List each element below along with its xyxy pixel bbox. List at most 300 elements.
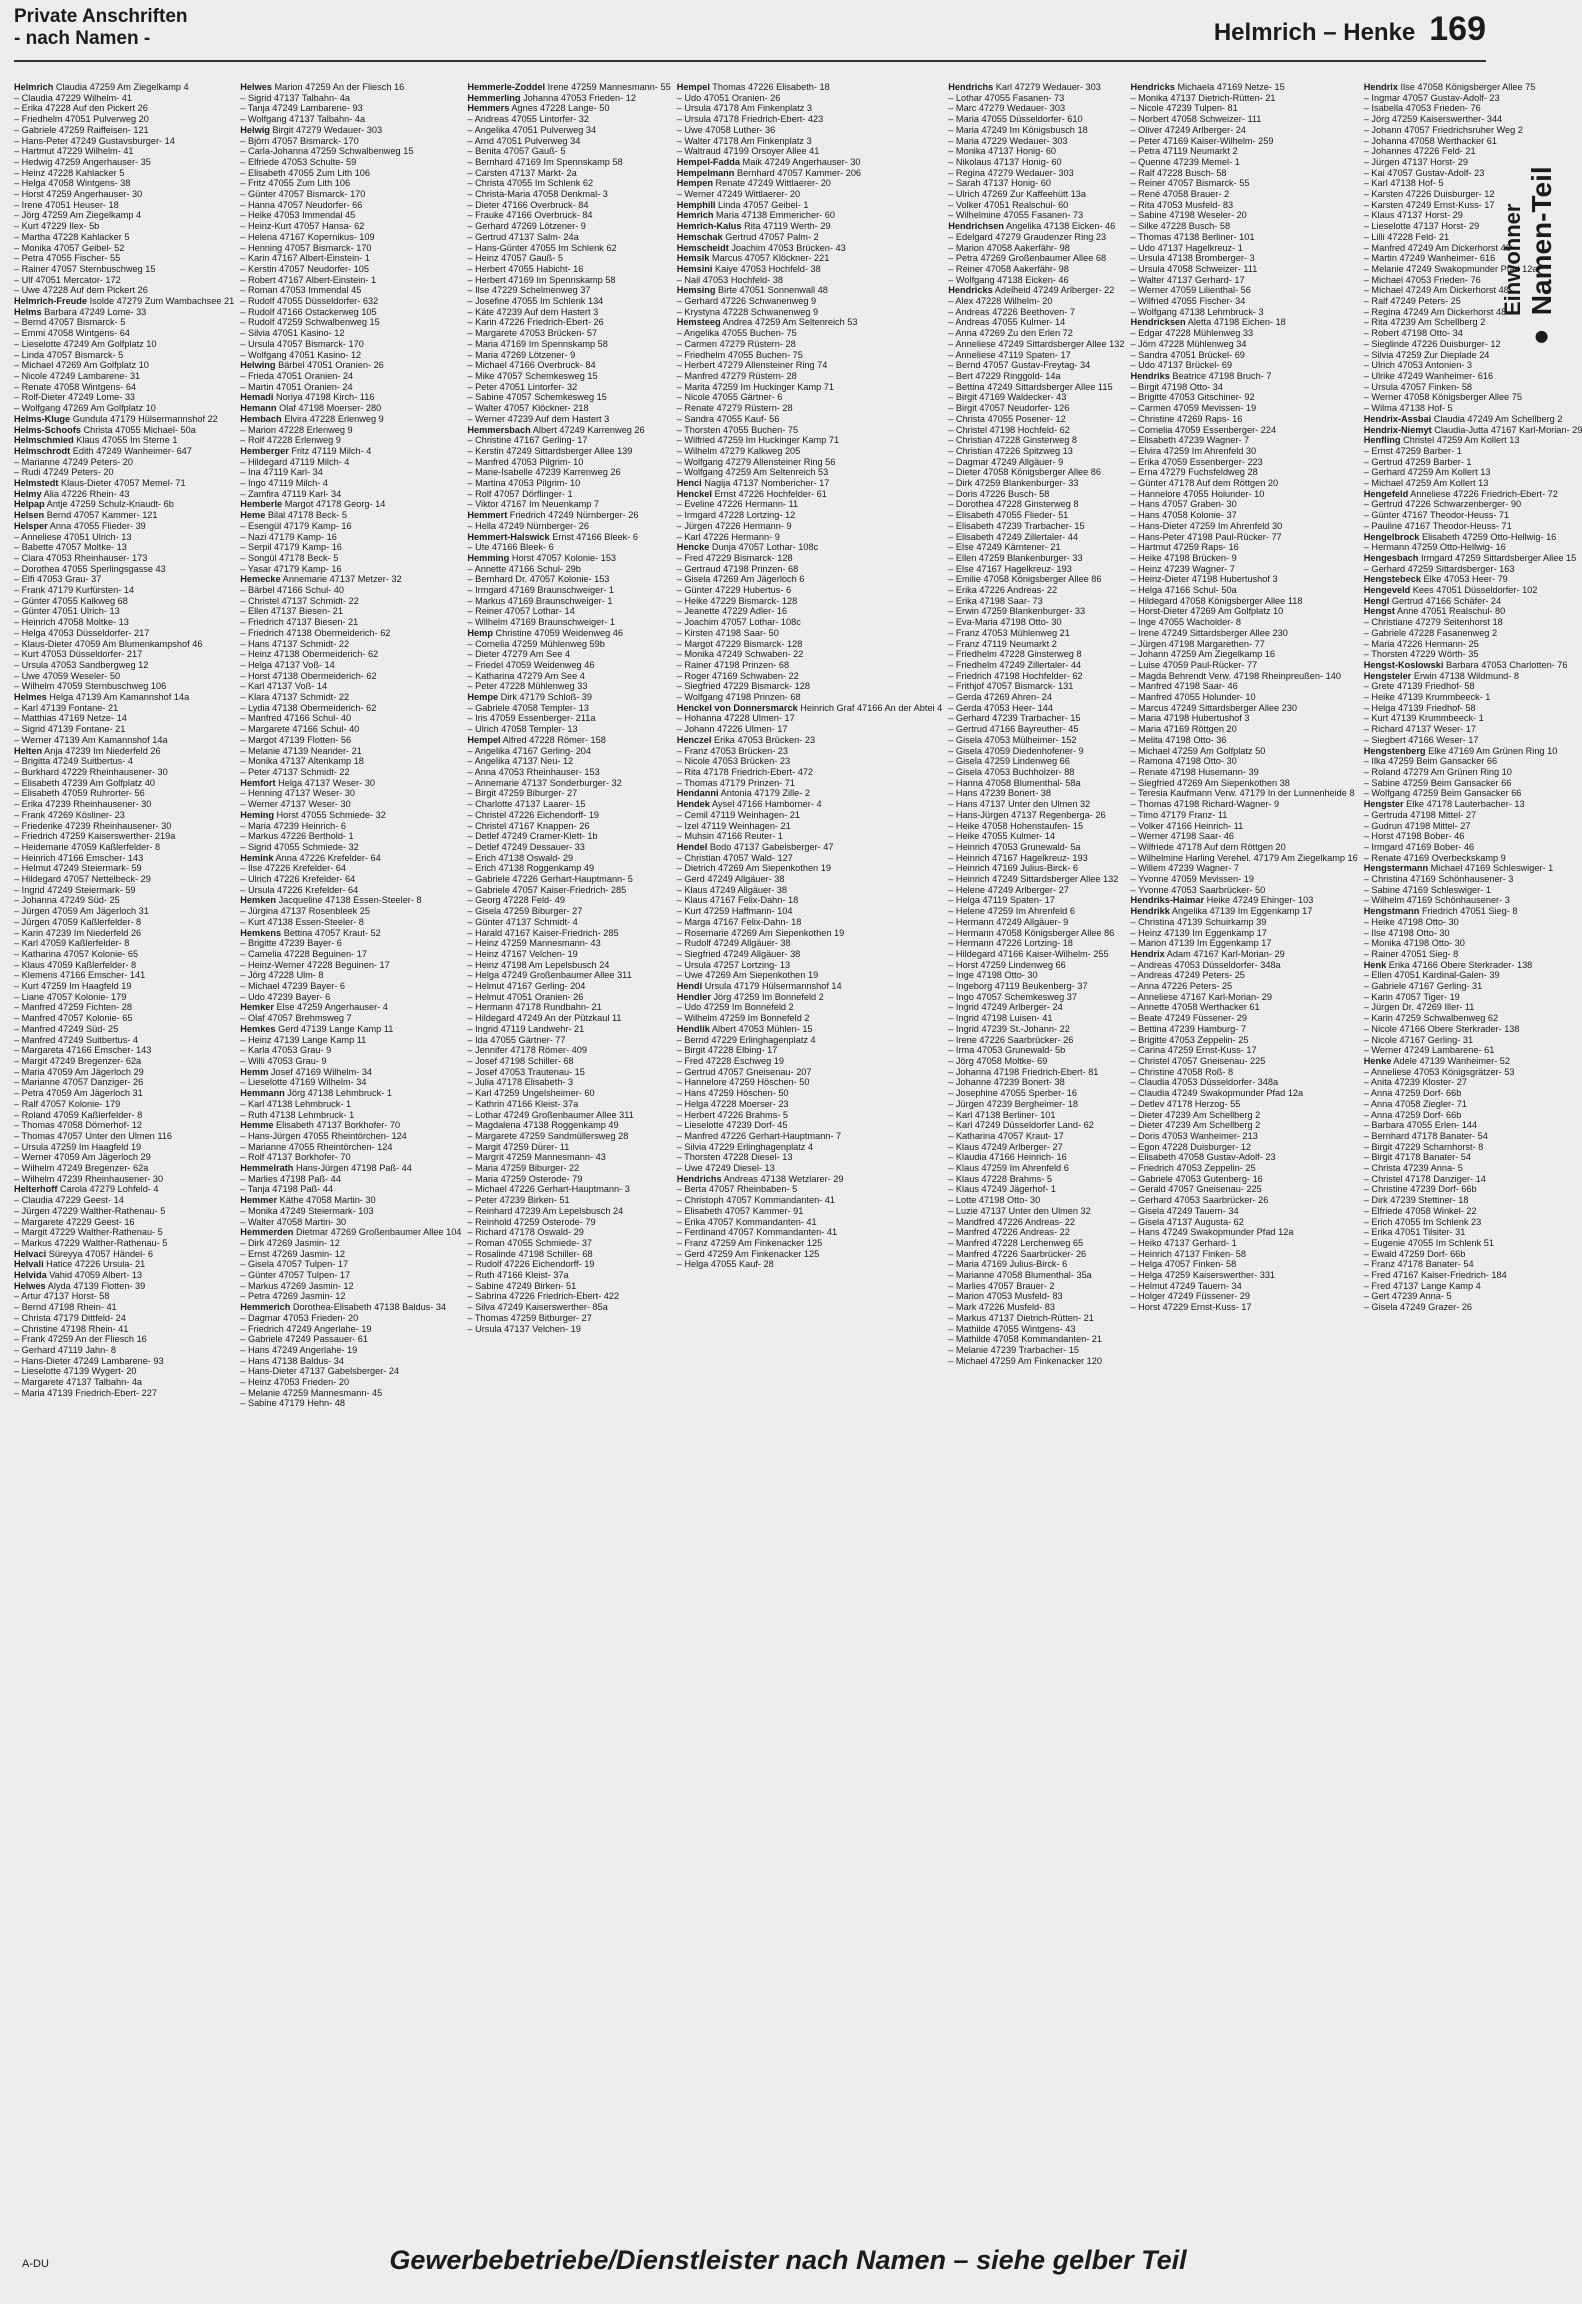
listing-entry: – Manfred 47226 Andreas- 22: [948, 1227, 1070, 1238]
listing-entry: – Pauline 47167 Theodor-Heuss- 71: [1363, 520, 1512, 531]
listing-entry: – Inge 47055 Wacholder- 8: [1130, 617, 1241, 628]
listing-entry: – Markus 47226 Berthold- 1: [240, 831, 354, 842]
listing-entry: Hemrich-Kalus Rita 47119 Werth- 29: [676, 221, 831, 232]
listing-entry: – Zamfira 47119 Karl- 34: [240, 488, 342, 499]
listing-entry: – Johanna 47249 Süd- 25: [14, 895, 120, 906]
listing-entry: – Maria 47269 Lötzener- 9: [467, 349, 576, 360]
listing-entry: – Richard 47178 Oswald- 29: [467, 1227, 584, 1238]
listing-entry: – Hanna 47057 Neudorfer- 66: [240, 199, 363, 210]
listing-entry: – Karl 47139 Fontane- 21: [14, 702, 119, 713]
listing-entry: – Werner 47249 Lambarene- 61: [1363, 1045, 1495, 1056]
listing-entry: – Ursula 47257 Lortzing- 13: [676, 959, 791, 970]
listing-entry: – Dorothea 47055 Sperlingsgasse 43: [14, 563, 166, 574]
listing-entry: Hemann Olaf 47198 Moerser- 280: [240, 403, 382, 414]
listing-entry: – Annemarie 47137 Sonderburger- 32: [467, 777, 622, 788]
listing-entry: – Margit 47249 Bregenzer- 62a: [14, 1055, 142, 1066]
listing-entry: – Dirk 47269 Jasmin- 12: [240, 1237, 340, 1248]
listing-entry: – Hans-Günter 47055 Im Schlenk 62: [467, 242, 617, 253]
listing-entry: – Renate 47169 Overbeckskamp 9: [1363, 852, 1506, 863]
listing-entry: – Ralf 47057 Kolonie- 179: [14, 1098, 121, 1109]
listing-entry: – Luzie 47137 Unter den Ulmen 32: [948, 1205, 1091, 1216]
listing-entry: – Bettina 47239 Hamburg- 7: [1130, 1023, 1246, 1034]
listing-entry: – Ulrich 47226 Krefelder- 64: [240, 874, 356, 885]
listing-entry: – Klaus 47249 Arlberger- 27: [948, 1141, 1063, 1152]
listing-entry: – Carla-Johanna 47259 Schwalbenweg 15: [240, 146, 414, 157]
listing-entry: – Jürgen 47198 Margarethen- 77: [1130, 638, 1265, 649]
listing-entry: – Siegfried 47249 Allgäuer- 38: [676, 948, 801, 959]
listing-entry: – Heinz 47228 Kahlacker 5: [14, 167, 125, 178]
listing-entry: – Timo 47179 Franz- 11: [1130, 809, 1228, 820]
listing-entry: – Nikolaus 47137 Honig- 60: [948, 156, 1062, 167]
listing-entry: – Rolf 47057 Dörflinger- 1: [467, 488, 573, 499]
listing-column: [240, 82, 461, 2238]
listing-entry: – Ulrich 47058 Templer- 13: [467, 724, 578, 735]
listing-entry: Hemp Christine 47059 Weidenweg 46: [467, 627, 624, 638]
listing-entry: – Margarete 47137 Talbahn- 4a: [14, 1377, 143, 1388]
listing-entry: – Lieselotte 47249 Am Golfplatz 10: [14, 338, 157, 349]
listing-entry: – Klaus 47137 Horst- 29: [1363, 210, 1463, 221]
listing-entry: – Reinhold 47259 Osterode- 79: [467, 1216, 596, 1227]
listing-entry: – Siegfried 47269 Am Siepenkothen 38: [1130, 777, 1290, 788]
listing-entry: – Arnd 47051 Pulverweg 34: [467, 135, 581, 146]
listing-entry: – Melanie 47259 Mannesmann- 45: [240, 1387, 383, 1398]
listing-entry: – Frank 47179 Kurfürsten- 14: [14, 585, 135, 596]
listing-entry: – Clara 47053 Rheinhauser- 173: [14, 552, 148, 563]
listing-entry: – Martin 47051 Oranien- 24: [240, 381, 353, 392]
listing-entry: – Sieglinde 47226 Duisburger- 12: [1363, 338, 1501, 349]
listing-entry: – Kerstin 47249 Sittardsberger Allee 139: [467, 445, 633, 456]
listing-entry: – Reinhard 47239 Am Lepelsbusch 24: [467, 1205, 624, 1216]
listing-entry: – Wolfgang 47259 Am Seltenreich 53: [676, 467, 829, 478]
listing-entry: Hendricksen Aletta 47198 Eichen- 18: [1130, 317, 1286, 328]
listing-entry: – Roland 47059 Kaßlerfelder- 8: [14, 1109, 143, 1120]
listing-entry: – Ralf 47249 Peters- 25: [1363, 296, 1461, 307]
listing-entry: – Ingo 47057 Schemkesweg 37: [948, 991, 1077, 1002]
listing-entry: – Marion 47228 Erlenweg 9: [240, 424, 353, 435]
listing-entry: – Luise 47059 Paul-Rücker- 77: [1130, 659, 1258, 670]
listing-entry: – Anneliese 47249 Sittardsberger Allee 132: [948, 338, 1125, 349]
listing-entry: – Martha 47228 Kahlacker 5: [14, 231, 130, 242]
listing-entry: – Ellen 47051 Kardinal-Galen- 39: [1363, 970, 1500, 981]
listing-entry: – Reiner 47058 Aakerfähr- 98: [948, 263, 1069, 274]
page-number: 169: [1429, 10, 1486, 48]
listing-entry: – Lydia 47138 Obermeiderich- 62: [240, 702, 377, 713]
listing-entry: – Ulrike 47249 Wanheimer- 616: [1363, 370, 1494, 381]
listing-entry: – Magdalena 47138 Roggenkamp 49: [467, 1120, 619, 1131]
listing-entry: – Tanja 47249 Lambarene- 93: [240, 103, 363, 114]
listing-entry: – Rolf 47137 Borkhofer- 70: [240, 1152, 351, 1163]
listing-entry: Hemmerden Dietmar 47269 Großenbaumer Allee 104: [240, 1227, 462, 1238]
listing-entry: – Jürgen 47137 Horst- 29: [1363, 156, 1468, 167]
listing-entry: – Christine 47167 Gerling- 17: [467, 435, 588, 446]
listing-entry: – Erich 47055 Im Schlenk 23: [1363, 1216, 1482, 1227]
listing-entry: – Maria 47169 Julius-Birck- 6: [948, 1259, 1068, 1270]
listing-entry: – Monika 47057 Geibel- 52: [14, 242, 125, 253]
listing-entry: – Renate 47279 Rüstern- 28: [676, 403, 793, 414]
listing-entry: – Nicole 47167 Gerling- 31: [1363, 1034, 1474, 1045]
listing-entry: – Rudolf 47226 Eichendorff- 19: [467, 1259, 595, 1270]
listing-entry: – Gertraud 47198 Prinzen- 68: [676, 563, 799, 574]
listing-entry: – Beate 47249 Füssener- 29: [1130, 1013, 1247, 1024]
listing-entry: – Wolfgang 47051 Kasino- 12: [240, 349, 362, 360]
listing-entry: – Erika 47228 Auf den Pickert 26: [14, 103, 148, 114]
listing-entry: – Thomas 47058 Dörnerhof- 12: [14, 1120, 143, 1131]
listing-entry: Hendriks-Haimar Heike 47249 Ehinger- 103: [1130, 895, 1314, 906]
listing-entry: Helmrich Claudia 47259 Am Ziegelkamp 4: [14, 82, 189, 92]
listing-entry: – Roman 47053 Immendal 45: [240, 285, 362, 296]
listing-entry: – Gert 47239 Anna- 5: [1363, 1291, 1452, 1302]
listing-entry: – Wilhelmine 47055 Fasanen- 73: [948, 210, 1084, 221]
listing-entry: – Frauke 47166 Overbruck- 84: [467, 210, 593, 221]
listing-entry: – Christine 47239 Dorf- 66b: [1363, 1184, 1477, 1195]
listing-entry: – Elisabeth 47249 Zillertaler- 44: [948, 531, 1078, 542]
listing-entry: – Gisela 47137 Augusta- 62: [1130, 1216, 1244, 1227]
listing-entry: – Wilhelm 47169 Braunschweiger- 1: [467, 617, 616, 628]
listing-entry: – Marita 47259 Im Huckinger Kamp 71: [676, 381, 834, 392]
listing-entry: – Bernd 47057 Gustav-Freytag- 34: [948, 360, 1091, 371]
listing-entry: – Ursula 47057 Finken- 58: [1363, 381, 1473, 392]
listing-entry: – Heiko 47137 Gerhard- 1: [1130, 1237, 1237, 1248]
listing-entry: – Alex 47228 Wilhelm- 20: [948, 296, 1053, 307]
listing-entry: – Else 47249 Kärntener- 21: [948, 542, 1061, 553]
listing-entry: – Gerd 47249 Allgäuer- 38: [676, 874, 785, 885]
listing-entry: – Ursula 47138 Bromberger- 3: [1130, 253, 1255, 264]
listing-entry: – Johannes 47226 Feld- 21: [1363, 146, 1476, 157]
listing-entry: – Anneliese 47051 Ulrich- 13: [14, 531, 132, 542]
listing-entry: – Klaus 47249 Jägerhof- 1: [948, 1184, 1057, 1195]
listing-entry: – Heinrich 47249 Sittardsberger Allee 132: [948, 874, 1119, 885]
listing-entry: Hempel-Fadda Maik 47249 Angerhauser- 30: [676, 156, 861, 167]
listing-entry: – Barbara 47055 Erlen- 144: [1363, 1120, 1478, 1131]
listing-entry: – Henning 47137 Weser- 30: [240, 788, 356, 799]
listing-entry: – Helga 47166 Schul- 50a: [1130, 585, 1237, 596]
listing-entry: – Marlies 47057 Brauer- 2: [948, 1280, 1055, 1291]
listing-entry: – Werner 47198 Saar- 46: [1130, 831, 1235, 842]
listing-entry: – Gisela 47057 Tulpen- 17: [240, 1259, 349, 1270]
listing-entry: – Anita 47239 Kloster- 27: [1363, 1077, 1467, 1088]
listing-entry: – Helga 47055 Kauf- 28: [676, 1259, 774, 1270]
listing-entry: – Horst 47259 Lindenweg 66: [948, 959, 1066, 970]
listing-entry: – Ingrid 47119 Landwehr- 21: [467, 1023, 585, 1034]
listing-entry: – Christel 47057 Gneisenau- 225: [1130, 1055, 1266, 1066]
listing-entry: – Herbert 47169 Im Spennskamp 58: [467, 274, 616, 285]
listing-entry: – Irmgard 47169 Bober- 46: [1363, 841, 1475, 852]
listing-entry: – Petra 47055 Fischer- 55: [14, 253, 121, 264]
listing-entry: – Elisabeth 47059 Ruhrorter- 56: [14, 788, 145, 799]
listing-entry: Hendlik Albert 47053 Mühlen- 15: [676, 1023, 813, 1034]
listing-entry: – Elfriede 47058 Winkel- 22: [1363, 1205, 1477, 1216]
listing-entry: – Benita 47057 Gauß- 5: [467, 146, 566, 157]
listing-entry: – Franz 47053 Mühlenweg 21: [948, 627, 1070, 638]
listing-entry: Hempel Thomas 47226 Elisabeth- 18: [676, 82, 830, 92]
listing-entry: – Ernst 47259 Barber- 1: [1363, 445, 1462, 456]
listing-entry: – Karin 47226 Friedrich-Ebert- 26: [467, 317, 604, 328]
listing-entry: – Ida 47055 Gärtner- 77: [467, 1034, 566, 1045]
listing-entry: – Helga 47228 Moerser- 23: [676, 1098, 789, 1109]
listing-entry: – Manfred 47057 Kolonie- 65: [14, 1013, 133, 1024]
listing-entry: – Andreas 47055 Lintorfer- 32: [467, 114, 589, 125]
listing-entry: Hendrix Ilse 47058 Königsberger Allee 75: [1363, 82, 1536, 92]
listing-entry: – Peter 47137 Schmidt- 22: [240, 767, 350, 777]
listing-entry: – Wolfgang 47279 Allensteiner Ring 56: [676, 456, 836, 467]
listing-entry: – Dagmar 47249 Allgäuer- 9: [948, 456, 1064, 467]
listing-entry: – Uwe 47059 Weseler- 50: [14, 670, 121, 681]
listing-entry: – Michael 47249 Am Dickerhorst 48: [1363, 285, 1509, 296]
listing-entry: – Hartmut 47229 Wilhelm- 41: [14, 146, 134, 157]
listing-entry: – Friedhelm 47228 Ginsterweg 8: [948, 649, 1082, 660]
listing-entry: – Peter 47239 Birken- 51: [467, 1195, 570, 1206]
listing-entry: Helsen Bernd 47057 Kammer- 121: [14, 510, 158, 521]
listing-entry: – Hans 47058 Kolonie- 37: [1130, 510, 1237, 521]
listing-entry: – Maria 47249 Im Königsbusch 18: [948, 124, 1088, 135]
listing-entry: – Günter 47057 Bismarck- 170: [240, 189, 366, 200]
listing-entry: – Lieselotte 47137 Horst- 29: [1363, 221, 1480, 232]
listing-entry: Hengelbrock Elisabeth 47259 Otto-Hellwig- 16: [1363, 531, 1557, 542]
listing-entry: – Claudia 47053 Düsseldorfer- 348a: [1130, 1077, 1279, 1088]
listing-entry: – Udo 47259 Im Bonnefeld 2: [676, 1002, 794, 1013]
listing-entry: – Rudolf 47166 Ostackerweg 105: [240, 306, 377, 317]
listing-entry: – Ingo 47119 Milch- 4: [240, 478, 328, 489]
listing-entry: – Heinz 47198 Am Lepelsbusch 24: [467, 959, 610, 970]
listing-entry: – Michael 47239 Bayer- 6: [240, 981, 345, 992]
listing-entry: – Friedel 47059 Weidenweg 46: [467, 659, 595, 670]
listing-entry: – Helene 47259 Im Ahrenfeld 6: [948, 906, 1075, 917]
listing-entry: – Horst-Dieter 47269 Am Golfplatz 10: [1130, 606, 1284, 617]
listing-entry: – Jörn 47228 Mühlenweg 34: [1130, 338, 1247, 349]
listing-entry: – Annette 47058 Werthacker 61: [1130, 1002, 1260, 1013]
listing-entry: – Manfred 47055 Holunder- 10: [1130, 692, 1256, 703]
listing-entry: – Werner 47137 Weser- 30: [240, 799, 351, 810]
listing-entry: Hengl Gertrud 47166 Schäfer- 24: [1363, 595, 1502, 606]
listing-entry: – Emilie 47058 Königsberger Allee 86: [948, 574, 1102, 585]
listing-entry: – Gertrud 47137 Salm- 24a: [467, 231, 579, 242]
listing-entry: – Herbert 47226 Brahms- 5: [676, 1109, 789, 1120]
listing-entry: – Margarete 47229 Geest- 16: [14, 1216, 135, 1227]
listing-entry: – Melanie 47239 Trarbacher- 15: [948, 1344, 1080, 1355]
listing-entry: – Volker 47166 Heinrich- 11: [1130, 820, 1244, 831]
listing-entry: – Karl 47138 Berliner- 101: [948, 1109, 1056, 1120]
listing-entry: – Elisabeth 47239 Wagner- 7: [1130, 435, 1250, 446]
listing-entry: – Matthias 47169 Netze- 14: [14, 713, 127, 724]
listing-entry: – Josef 47053 Trautenau- 15: [467, 1066, 585, 1077]
listing-entry: – Brigitte 47239 Bayer- 6: [240, 938, 342, 949]
listing-entry: – Hannelore 47259 Höschen- 50: [676, 1077, 810, 1088]
listing-entry: – Heinz 47167 Velchen- 19: [467, 948, 578, 959]
listing-entry: Hengst-Koslowski Barbara 47053 Charlotten- 76: [1363, 659, 1568, 670]
listing-entry: – Angelika 47137 Neu- 12: [467, 756, 574, 767]
listing-entry: – Willi 47053 Grau- 9: [240, 1055, 327, 1066]
listing-entry: – Christina 47169 Schönhausener- 3: [1363, 874, 1514, 885]
listing-entry: – Ingrid 47249 Steiermark- 59: [14, 884, 136, 895]
listing-entry: – Yvonne 47053 Saarbrücker- 50: [1130, 884, 1266, 895]
listing-entry: Hemmers Agnes 47228 Lange- 50: [467, 103, 610, 114]
listing-entry: – Dieter 47239 Am Schellberg 2: [1130, 1109, 1261, 1120]
listing-entry: – Gabriele 47228 Fasanenweg 2: [1363, 627, 1498, 638]
listing-entry: – Gerhard 47053 Saarbrücker- 26: [1130, 1195, 1269, 1206]
listing-entry: – Nicole 47166 Obere Sterkrader- 138: [1363, 1023, 1520, 1034]
listing-entry: – Silvia 47051 Kasino- 12: [240, 328, 345, 339]
listing-entry: – Norbert 47058 Schweizer- 111: [1130, 114, 1262, 125]
listing-entry: – Birgit 47228 Elbing- 17: [676, 1045, 778, 1056]
listing-entry: Hemink Anna 47226 Krefelder- 64: [240, 852, 381, 863]
listing-entry: – Camelia 47228 Beguinen- 17: [240, 948, 367, 959]
listing-entry: Hemsteeg Andrea 47259 Am Seltenreich 53: [676, 317, 858, 328]
listing-entry: – Hildegard 47058 Königsberger Allee 118: [1130, 595, 1303, 606]
listing-entry: – Manfred 47226 Saarbrücker- 26: [948, 1248, 1087, 1259]
listing-entry: – Kurt 47139 Krummbeeck- 1: [1363, 713, 1484, 724]
listing-entry: – Gabriele 47226 Gerhart-Hauptmann- 5: [467, 874, 633, 885]
listing-entry: – Holger 47249 Füssener- 29: [1130, 1291, 1251, 1302]
listing-entry: – Walter 47058 Martin- 30: [240, 1216, 347, 1227]
listing-entry: – Edelgard 47279 Graudenzer Ring 23: [948, 231, 1107, 242]
listing-entry: – Jürgina 47137 Rosenbleek 25: [240, 906, 371, 917]
listing-entry: – Günter 47178 Auf dem Röttgen 20: [1130, 478, 1279, 489]
listing-entry: – Hartmut 47259 Raps- 16: [1130, 542, 1239, 553]
listing-entry: Hemsik Marcus 47057 Klöckner- 221: [676, 253, 830, 264]
listing-entry: – Bernd 47229 Erlinghagenplatz 4: [676, 1034, 816, 1045]
listing-entry: – Ruth 47138 Lehmbruck- 1: [240, 1109, 355, 1120]
listing-entry: – Michael 47259 Am Finkenacker 120: [948, 1355, 1102, 1366]
listing-entry: Hemmerle-Zoddel Irene 47259 Mannesmann- 55: [467, 82, 671, 92]
listing-entry: – Elisabeth 47055 Zum Lith 106: [240, 167, 371, 178]
listing-entry: – Wilfried 47259 Im Huckinger Kamp 71: [676, 435, 840, 446]
listing-entry: – Ulrich 47269 Zur Kaffeehütt 13a: [948, 189, 1086, 200]
listing-entry: – Gerhard 47259 Sittardsberger- 163: [1363, 563, 1515, 574]
listing-entry: – Johanna 47198 Friedrich-Ebert- 81: [948, 1066, 1099, 1077]
listing-entry: – Claudia 47249 Swakopmunder Pfad 12a: [1130, 1088, 1304, 1099]
listing-entry: – Hedwig 47259 Angerhauser- 35: [14, 156, 151, 167]
listing-entry: – Heike 47229 Bismarck- 128: [676, 595, 798, 606]
listing-entry: – Heike 47198 Otto- 30: [1363, 916, 1459, 927]
listing-entry: – Ernst 47269 Jasmin- 12: [240, 1248, 345, 1259]
listing-entry: – Annette 47166 Schul- 29b: [467, 563, 581, 574]
listing-entry: – Detlef 47249 Cramer-Klett- 1b: [467, 831, 598, 842]
listing-entry: – Ursula 47178 Am Finkenplatz 3: [676, 103, 813, 114]
listing-entry: – Emmi 47058 Wintgens- 64: [14, 328, 130, 339]
listing-entry: – Margrit 47259 Mannesmann- 43: [467, 1152, 606, 1163]
listing-entry: – Mark 47226 Musfeld- 83: [948, 1302, 1055, 1313]
listing-entry: Hempen Renate 47249 Wittlaerer- 20: [676, 178, 831, 189]
listing-entry: – Elisabeth 47239 Am Golfplatz 40: [14, 777, 155, 788]
listing-entry: – Horst 47138 Obermeiderich- 62: [240, 670, 377, 681]
listing-entry: – Erika 47239 Rheinhausener- 30: [14, 799, 152, 810]
listing-entry: – Erich 47138 Roggenkamp 49: [467, 863, 595, 874]
listing-entry: – Irmgard 47169 Braunschweiger- 1: [467, 585, 614, 596]
listing-entry: – Cornelia 47259 Mühlenweg 59b: [467, 638, 605, 649]
listing-entry: – Sigrid 47139 Fontane- 21: [14, 724, 126, 735]
listing-entry: – Sabine 47198 Weseler- 20: [1130, 210, 1247, 221]
listing-entry: – Christa 47055 Im Schlenk 62: [467, 178, 594, 189]
listing-entry: – Ilse 47198 Otto- 30: [1363, 927, 1450, 938]
listing-entry: – Jürgen 47059 Am Jägerloch 31: [14, 906, 149, 917]
listing-entry: – Günter 47057 Tulpen- 17: [240, 1270, 351, 1281]
listing-entry: – Karin 47239 Im Niederfeld 26: [14, 927, 142, 938]
listing-entry: – Hans 47057 Graben- 30: [1130, 499, 1237, 510]
listing-entry: – Ursula 47137 Velchen- 19: [467, 1323, 581, 1334]
listing-entry: – Izel 47119 Weinhagen- 21: [676, 820, 791, 831]
listing-entry: – Marianne 47057 Danziger- 26: [14, 1077, 144, 1088]
listing-entry: – Gerhard 47226 Schwanenweg 9: [676, 296, 817, 307]
listing-entry: Henke Adele 47139 Wanheimer- 52: [1363, 1055, 1511, 1066]
listing-entry: – Joachim 47057 Lothar- 108c: [676, 617, 801, 628]
listing-entry: – Johann 47057 Friedrichsruher Weg 2: [1363, 124, 1523, 135]
listing-entry: – Roger 47169 Schwaben- 22: [676, 670, 799, 681]
listing-entry: – Frithjof 47057 Bismarck- 131: [948, 681, 1074, 692]
listing-entry: – Eva-Maria 47198 Otto- 30: [948, 617, 1062, 628]
listing-entry: – Mandfred 47226 Andreas- 22: [948, 1216, 1075, 1227]
listing-entry: – Petra 47269 Jasmin- 12: [240, 1291, 346, 1302]
listing-entry: – Heinz 47138 Obermeiderich- 62: [240, 649, 379, 660]
listing-entry: – Fred 47229 Bismarck- 128: [676, 552, 793, 563]
listing-entry: – Heinrich 47053 Grunewald- 5a: [948, 841, 1081, 852]
listing-entry: – Serpil 47179 Kamp- 16: [240, 542, 342, 553]
listing-entry: – Hermann 47058 Königsberger Allee 86: [948, 927, 1115, 938]
listing-entry: Helwing Bärbel 47051 Oranien- 26: [240, 360, 384, 371]
listing-entry: – Ferdinand 47057 Kommandanten- 41: [676, 1227, 838, 1238]
listing-entry: – Ute 47166 Bleek- 6: [467, 542, 554, 553]
listing-entry: – Klaus 47228 Brahms- 5: [948, 1173, 1052, 1184]
listing-entry: – Erwin 47259 Blankenburger- 33: [948, 606, 1086, 617]
listing-entry: – Jennifer 47178 Römer- 409: [467, 1045, 587, 1056]
listing-entry: Helten Anja 47239 Im Niederfeld 26: [14, 745, 161, 756]
listing-entry: – Christa-Maria 47058 Denkmal- 3: [467, 189, 608, 200]
listing-entry: – Songül 47178 Beck- 5: [240, 552, 339, 563]
listing-entry: Hendl Ursula 47179 Hülsermannshof 14: [676, 981, 842, 992]
listing-entry: – Tanja 47198 Paß- 44: [240, 1184, 334, 1195]
listing-entry: Helms-Kluge Gundula 47179 Hülsermannshof 22: [14, 413, 218, 424]
listing-entry: Helmrich-Freude Isolde 47279 Zum Wambachsee 21: [14, 296, 235, 307]
listing-entry: Hempe Dirk 47179 Schloß- 39: [467, 692, 593, 703]
listing-entry: – Friederike 47239 Rheinhausener- 30: [14, 820, 172, 831]
listing-entry: – Fred 47228 Eschweg 19: [676, 1055, 784, 1066]
listing-entry: Hemrich Maria 47138 Emmericher- 60: [676, 210, 835, 221]
listing-entry: – Dirk 47259 Blankenburger- 33: [948, 478, 1079, 489]
listing-entry: – Hans 47137 Schmidt- 22: [240, 638, 350, 649]
listing-column: [1364, 82, 1582, 2238]
listing-entry: – Hans 47138 Baldus- 34: [240, 1355, 344, 1366]
listing-entry: – Jörg 47259 Am Ziegelkamp 4: [14, 210, 142, 221]
listing-entry: – Petra 47059 Am Jägerloch 31: [14, 1088, 143, 1099]
listing-entry: – Christa 47055 Posener- 12: [948, 413, 1066, 424]
listing-entry: – Franz 47119 Neumarkt 2: [948, 638, 1057, 649]
listing-entry: – Melanie 47139 Neander- 21: [240, 745, 362, 756]
listing-entry: – Kurt 47138 Essen-Steeler- 8: [240, 916, 364, 927]
listing-entry: – Heinrich 47137 Finken- 58: [1130, 1248, 1246, 1259]
footer-code: A-DU: [22, 2258, 49, 2270]
listing-entry: – Bernhard 47178 Banater- 54: [1363, 1130, 1488, 1141]
listing-entry: – Artur 47137 Horst- 58: [14, 1291, 110, 1302]
listing-entry: Hemmann Jörg 47138 Lehmbruck- 1: [240, 1088, 392, 1099]
listing-entry: – Iris 47059 Essenberger- 211a: [467, 713, 596, 724]
listing-entry: – Mike 47057 Schemkesweg 15: [467, 370, 598, 381]
listing-entry: – Ingrid 47198 Luisen- 41: [948, 1013, 1053, 1024]
listing-entry: – Maria 47259 Biburger- 22: [467, 1163, 580, 1174]
listing-entry: – Manfred 47226 Gerhart-Hauptmann- 7: [676, 1130, 842, 1141]
listing-entry: – Lotte 47198 Otto- 30: [948, 1195, 1041, 1206]
listing-entry: – Heike 47053 Immendal 45: [240, 210, 356, 221]
listing-entry: – Hermann 47226 Lortzing- 18: [948, 938, 1073, 949]
listing-entry: Hencke Dunja 47057 Lothar- 108c: [676, 542, 819, 553]
listing-entry: – Egon 47228 Duisburger- 12: [1130, 1141, 1252, 1152]
listing-entry: – Heinz-Werner 47228 Beguinen- 17: [240, 959, 390, 970]
listing-entry: – Rudolf 47249 Allgäuer- 38: [676, 938, 791, 949]
listing-entry: – Karin 47057 Tiger- 19: [1363, 991, 1460, 1002]
listing-entry: – Heinz 47057 Gauß- 5: [467, 253, 563, 264]
listing-entry: Hemfort Helga 47137 Weser- 30: [240, 777, 375, 788]
listing-entry: – René 47058 Brauer- 2: [1130, 189, 1230, 200]
listing-entry: Hemmelrath Hans-Jürgen 47198 Paß- 44: [240, 1163, 412, 1174]
listing-entry: – Wilhelm 47259 Im Bonnefeld 2: [676, 1013, 810, 1024]
